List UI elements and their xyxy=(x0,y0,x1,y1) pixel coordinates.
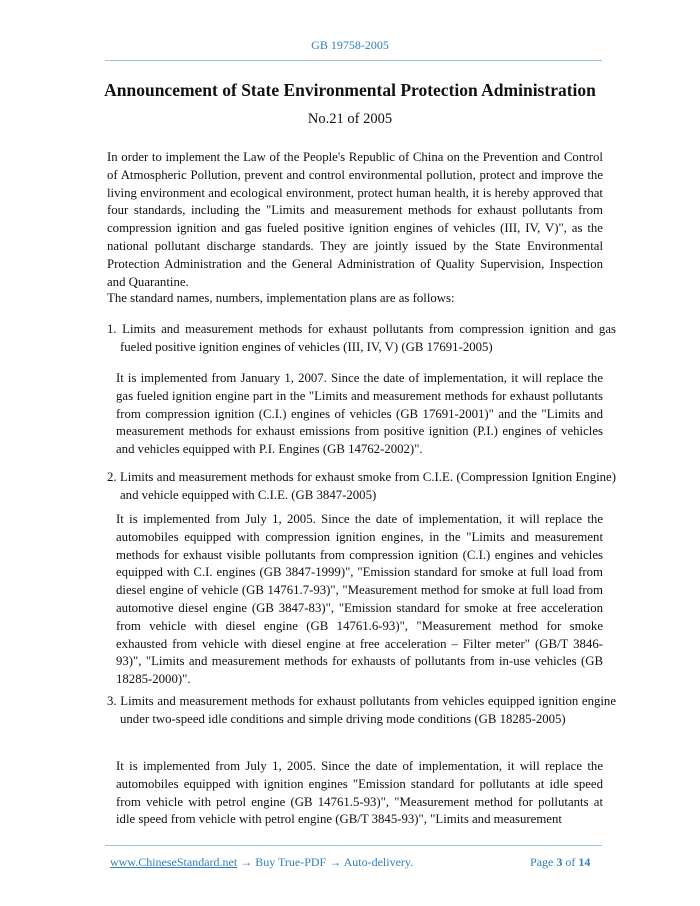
document-code-header: GB 19758-2005 xyxy=(311,38,389,52)
item-1-title: 1. Limits and measurement methods for exhaust pollutants from compression ignition and gas fueled positive ignition engines of vehicles (III, IV, V) (GB 17691-2005) xyxy=(107,322,616,354)
page-number: Page 3 of 14 xyxy=(530,855,591,869)
item-2-title: 2. Limits and measurement methods for exhaust smoke from C.I.E. (Compression Ignition Engine) and vehicle equipped with C.I.E. (GB 3847-2005) xyxy=(107,470,616,502)
item-3-title: 3. Limits and measurement methods for exhaust pollutants from vehicles equipped ignition engine under two-speed idle conditions and simple driving mode conditions (GB 18285-2005) xyxy=(107,694,616,726)
announcement-number: No.21 of 2005 xyxy=(307,111,393,127)
list-intro-paragraph: The standard names, numbers, implementation plans are as follows: xyxy=(107,291,455,305)
footer-promo xyxy=(110,855,413,870)
footer-divider xyxy=(105,845,602,846)
arrow-icon: → xyxy=(329,855,342,869)
item-2-body: It is implemented from July 1, 2005. Since the date of implementation, it will replace the automobiles equipped with compression ignition engines, in the "Limits and measurement methods for exhaust visible pollutants from compression ignition (C.I.) engines and vehicles equipped with C.I. engines (GB 3847-1999)", "Emission standard for smoke at full load from diesel engine of vehicle (GB 14761.7-93)", "Measurement method for smoke at full load from automotive diesel engine (GB 3847-83)", "Emission standard for smoke at free acceleration from vehicle with diesel engine (GB 14761.6-93)", "Measurement method for smoke exhausted from vehicle with diesel engine at free acceleration – Filter meter" (GB/T 3846-93)", "Limits and measurement methods for exhausts of pollutants from in-use vehicles (GB 18285-2000)". xyxy=(116,512,603,687)
website-link[interactable]: www.ChineseStandard.net xyxy=(110,855,238,869)
page-title: Announcement of State Environmental Protection Administration xyxy=(104,80,596,100)
item-1-body: It is implemented from January 1, 2007. Since the date of implementation, it will replace the gas fueled ignition engine part in the "Limits and measurement methods for exhaust pollutants from compression ignition (C.I.) engines of vehicles (GB 17691-2001)" and the "Limits and measurement methods for exhaust emissions from positive ignition (P.I.) engines of vehicles and vehicles equipped with P.I. Engines (GB 14762-2002)". xyxy=(116,371,603,457)
item-3-body: It is implemented from July 1, 2005. Since the date of implementation, it will replace the automobiles equipped with ignition engines "Emission standard for pollutants at idle speed from vehicle with petrol engine (GB 14761.5-93)", "Measurement method for pollutants at idle speed from vehicle with petrol engine (GB/T 3845-93)", "Limits and measurement xyxy=(116,759,603,827)
arrow-icon: → xyxy=(240,855,253,869)
delivery-text: Auto-delivery. xyxy=(343,855,414,869)
intro-paragraph: In order to implement the Law of the People's Republic of China on the Prevention and Control of Atmospheric Pollution, prevent and control environmental pollution, protect and improve the living environment and ecological environment, protect human health, it is hereby approved that four standards, including the "Limits and measurement methods for exhaust pollutants from compression ignition and gas fueled positive ignition engines of vehicles (III, IV, V)", as the national pollutant discharge standards. They are jointly issued by the State Environmental Protection Administration and the General Administration of Quality Supervision, Inspection and Quarantine. xyxy=(107,150,603,289)
buy-text: Buy True-PDF xyxy=(255,855,327,869)
header-divider xyxy=(105,60,602,61)
